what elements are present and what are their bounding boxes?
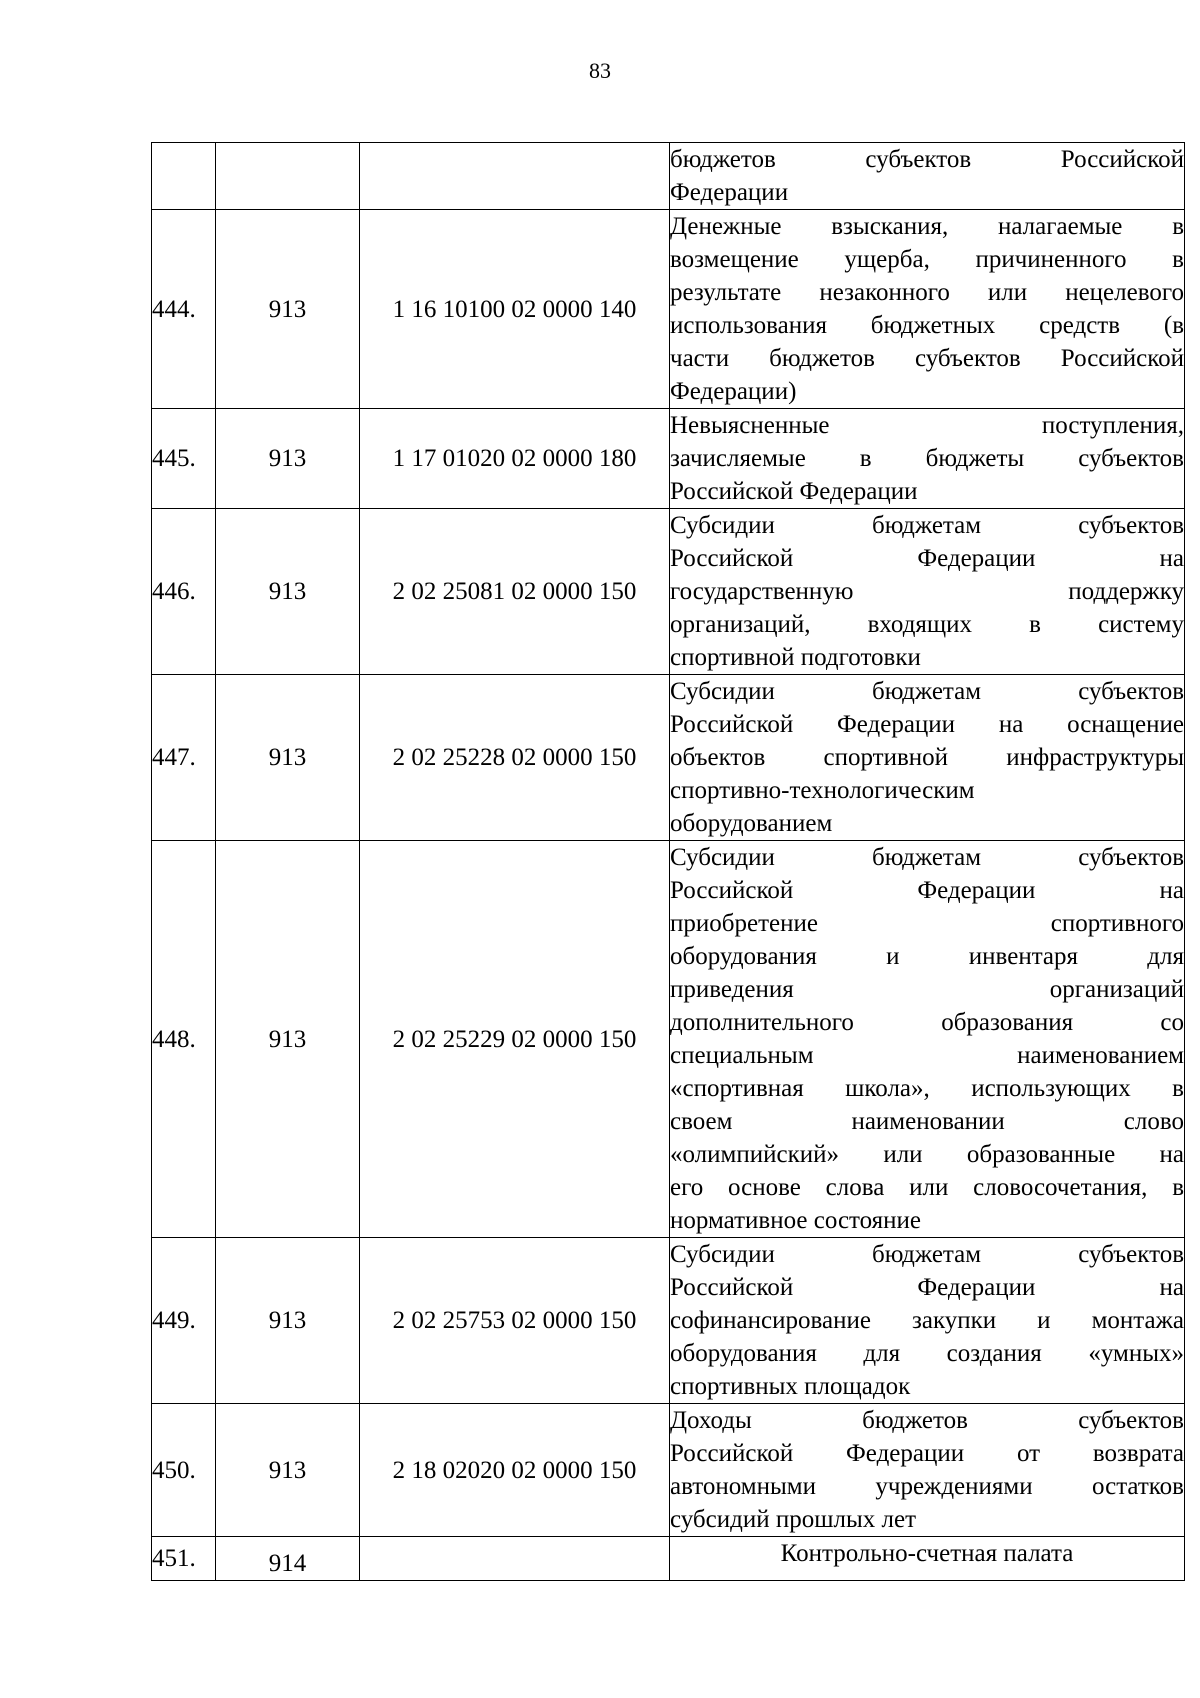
budget-classification-code: 2 02 25228 02 0000 150 bbox=[360, 675, 670, 841]
description-line: нормативное состояние bbox=[670, 1207, 922, 1234]
description-line: дополнительного образования со bbox=[670, 1009, 1184, 1036]
administrator-code bbox=[216, 143, 360, 210]
table-row bbox=[152, 210, 1185, 409]
budget-classification-code bbox=[360, 1537, 670, 1581]
description-line: Субсидии бюджетам субъектов bbox=[670, 512, 1184, 539]
description-line: Федерации bbox=[670, 179, 789, 206]
description-line: Федерации) bbox=[670, 378, 797, 405]
table-row bbox=[152, 841, 1185, 1238]
description-line: государственную поддержку bbox=[670, 578, 1184, 605]
income-description bbox=[670, 509, 1185, 675]
table-body bbox=[152, 143, 1185, 1581]
description-line: приобретение спортивного bbox=[670, 910, 1184, 937]
table-row bbox=[152, 409, 1185, 509]
description-line: зачисляемые в бюджеты субъектов bbox=[670, 445, 1184, 472]
income-description bbox=[670, 1238, 1185, 1404]
description-line: Российской Федерации от возврата bbox=[670, 1440, 1184, 1467]
description-line: «спортивная школа», использующих в bbox=[670, 1075, 1184, 1102]
administrator-code: 913 bbox=[216, 210, 360, 409]
budget-classification-code: 2 02 25753 02 0000 150 bbox=[360, 1238, 670, 1404]
description-line: использования бюджетных средств (в bbox=[670, 312, 1184, 339]
administrator-code: 913 bbox=[216, 1404, 360, 1537]
income-description bbox=[670, 1404, 1185, 1537]
description-line: приведения организаций bbox=[670, 976, 1184, 1003]
description-line: Российской Федерации bbox=[670, 478, 918, 505]
description-line: «олимпийский» или образованные на bbox=[670, 1141, 1184, 1168]
description-line: Российской Федерации на bbox=[670, 877, 1184, 904]
description-line: оборудования для создания «умных» bbox=[670, 1340, 1184, 1367]
budget-code-table bbox=[151, 142, 1185, 1581]
description-line: бюджетов субъектов Российской bbox=[670, 146, 1184, 173]
description-line: организаций, входящих в систему bbox=[670, 611, 1184, 638]
description-line: оборудования и инвентаря для bbox=[670, 943, 1184, 970]
description-line: Субсидии бюджетам субъектов bbox=[670, 844, 1184, 871]
administrator-code: 913 bbox=[216, 675, 360, 841]
description-line: результате незаконного или нецелевого bbox=[670, 279, 1184, 306]
table-row bbox=[152, 143, 1185, 210]
administrator-code: 913 bbox=[216, 409, 360, 509]
budget-classification-code bbox=[360, 143, 670, 210]
row-number: 449. bbox=[152, 1238, 216, 1404]
description-line: оборудованием bbox=[670, 810, 833, 837]
description-line: спортивной подготовки bbox=[670, 644, 921, 671]
description-line: спортивно-технологическим bbox=[670, 777, 975, 804]
description-line: объектов спортивной инфраструктуры bbox=[670, 744, 1184, 771]
budget-classification-code: 2 02 25081 02 0000 150 bbox=[360, 509, 670, 675]
description-line: спортивных площадок bbox=[670, 1373, 911, 1400]
budget-classification-code: 1 16 10100 02 0000 140 bbox=[360, 210, 670, 409]
description-line: Субсидии бюджетам субъектов bbox=[670, 1241, 1184, 1268]
description-line: Денежные взыскания, налагаемые в bbox=[670, 213, 1184, 240]
table-row bbox=[152, 1238, 1185, 1404]
budget-classification-code: 1 17 01020 02 0000 180 bbox=[360, 409, 670, 509]
description-line: его основе слова или словосочетания, в bbox=[670, 1174, 1184, 1201]
income-description bbox=[670, 675, 1185, 841]
description-line: Доходы бюджетов субъектов bbox=[670, 1407, 1184, 1434]
description-line: субсидий прошлых лет bbox=[670, 1506, 917, 1533]
description-line: Субсидии бюджетам субъектов bbox=[670, 678, 1184, 705]
row-number: 446. bbox=[152, 509, 216, 675]
description-line: Российской Федерации на оснащение bbox=[670, 711, 1184, 738]
row-number bbox=[152, 143, 216, 210]
description-line: софинансирование закупки и монтажа bbox=[670, 1307, 1184, 1334]
income-description bbox=[670, 1537, 1185, 1581]
row-number: 447. bbox=[152, 675, 216, 841]
administrator-code: 913 bbox=[216, 1238, 360, 1404]
description-line: автономными учреждениями остатков bbox=[670, 1473, 1184, 1500]
row-number: 451. bbox=[152, 1537, 216, 1581]
description-line: своем наименовании слово bbox=[670, 1108, 1184, 1135]
description-line: части бюджетов субъектов Российской bbox=[670, 345, 1184, 372]
administrator-code: 914 bbox=[216, 1537, 360, 1581]
row-number: 450. bbox=[152, 1404, 216, 1537]
budget-classification-code: 2 02 25229 02 0000 150 bbox=[360, 841, 670, 1238]
income-description bbox=[670, 143, 1185, 210]
row-number: 444. bbox=[152, 210, 216, 409]
income-description bbox=[670, 841, 1185, 1238]
description-line: Невыясненные поступления, bbox=[670, 412, 1184, 439]
description-line: Российской Федерации на bbox=[670, 1274, 1184, 1301]
row-number: 445. bbox=[152, 409, 216, 509]
administrator-code: 913 bbox=[216, 841, 360, 1238]
table-row bbox=[152, 675, 1185, 841]
administrator-code: 913 bbox=[216, 509, 360, 675]
table-row bbox=[152, 509, 1185, 675]
description-line: специальным наименованием bbox=[670, 1042, 1184, 1069]
page-number: 83 bbox=[589, 58, 611, 83]
income-description bbox=[670, 210, 1185, 409]
description-line: Российской Федерации на bbox=[670, 545, 1184, 572]
description-line: возмещение ущерба, причиненного в bbox=[670, 246, 1184, 273]
row-number: 448. bbox=[152, 841, 216, 1238]
table-row bbox=[152, 1537, 1185, 1581]
description-line: Контрольно-счетная палата bbox=[780, 1540, 1074, 1567]
income-description bbox=[670, 409, 1185, 509]
budget-classification-code: 2 18 02020 02 0000 150 bbox=[360, 1404, 670, 1537]
table-row bbox=[152, 1404, 1185, 1537]
